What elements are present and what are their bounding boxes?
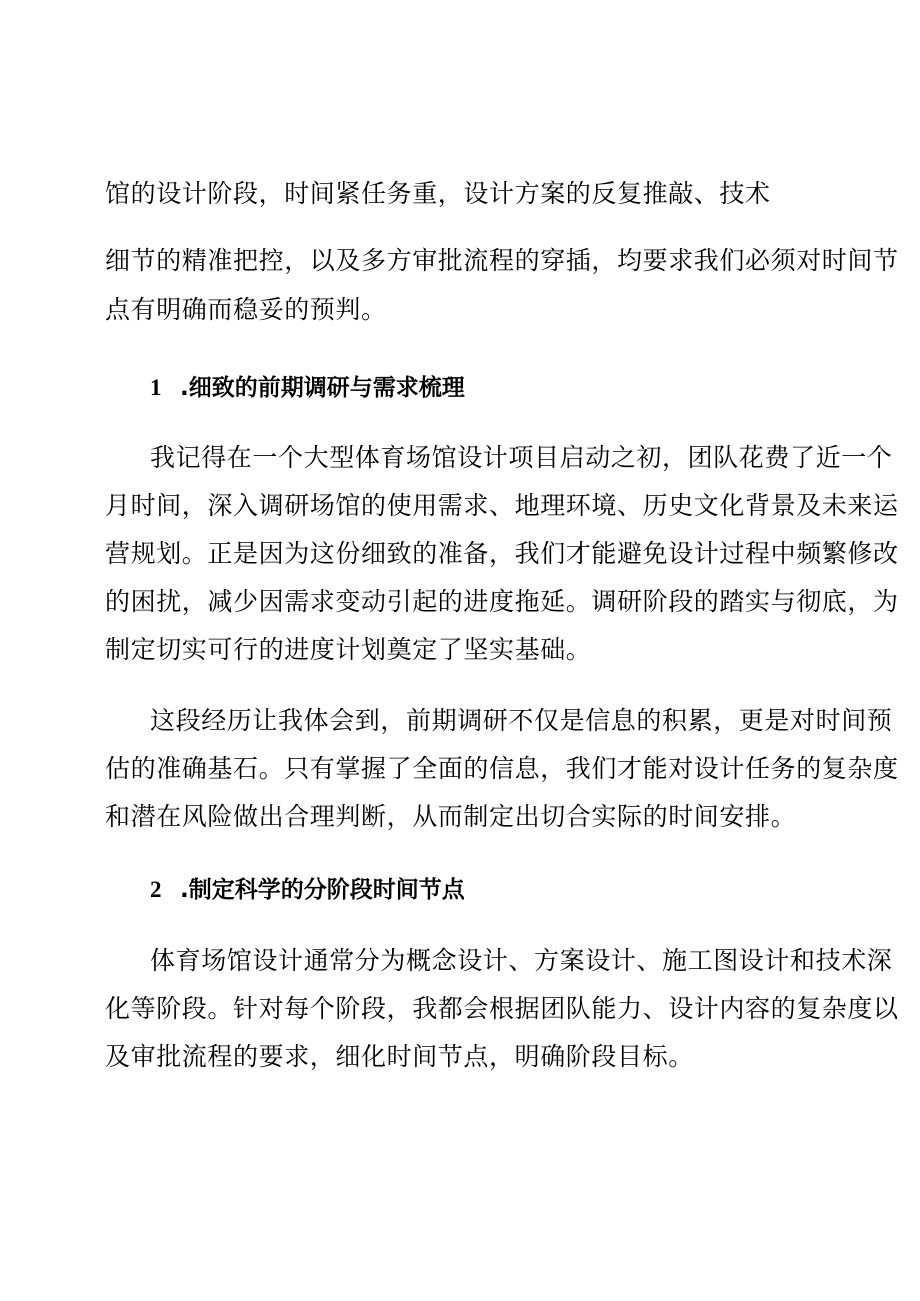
paragraph-line: 月时间，深入调研场馆的使用需求、地理环境、历史文化背景及未来运 [105, 491, 899, 520]
section-number: 2 [150, 877, 162, 902]
section-number: 1 [150, 375, 162, 400]
paragraph-line: 点有明确而稳妥的预判。 [105, 295, 387, 324]
paragraph-line: 馆的设计阶段，时间紧任务重，设计方案的反复推敲、技术 [105, 179, 771, 208]
paragraph-line: 和潜在风险做出合理判断，从而制定出切合实际的时间安排。 [105, 802, 797, 831]
paragraph-line: 细节的精准把控，以及多方审批流程的穿插，均要求我们必须对时间节 [105, 246, 899, 275]
section-title: .制定科学的分阶段时间节点 [180, 877, 465, 903]
paragraph-line: 估的准确基石。只有掌握了全面的信息，我们才能对设计任务的复杂度 [105, 754, 899, 783]
paragraph-line: 这段经历让我体会到，前期调研不仅是信息的积累，更是对时间预 [150, 706, 893, 735]
paragraph-line: 化等阶段。针对每个阶段，我都会根据团队能力、设计内容的复杂度以 [105, 994, 899, 1023]
section-heading-1 [150, 373, 465, 403]
paragraph-line: 体育场馆设计通常分为概念设计、方案设计、施工图设计和技术深 [150, 946, 893, 975]
paragraph-line: 及审批流程的要求，细化时间节点，明确阶段目标。 [105, 1042, 694, 1071]
section-title: .细致的前期调研与需求梳理 [180, 375, 465, 401]
paragraph-line: 制定切实可行的进度计划奠定了坚实基础。 [105, 635, 592, 664]
paragraph-line: 我记得在一个大型体育场馆设计项目启动之初，团队花费了近一个 [150, 443, 893, 472]
paragraph-line: 的困扰，减少因需求变动引起的进度拖延。调研阶段的踏实与彻底，为 [105, 587, 899, 616]
section-heading-2 [150, 875, 465, 905]
paragraph-line: 营规划。正是因为这份细致的准备，我们才能避免设计过程中频繁修改 [105, 539, 899, 568]
